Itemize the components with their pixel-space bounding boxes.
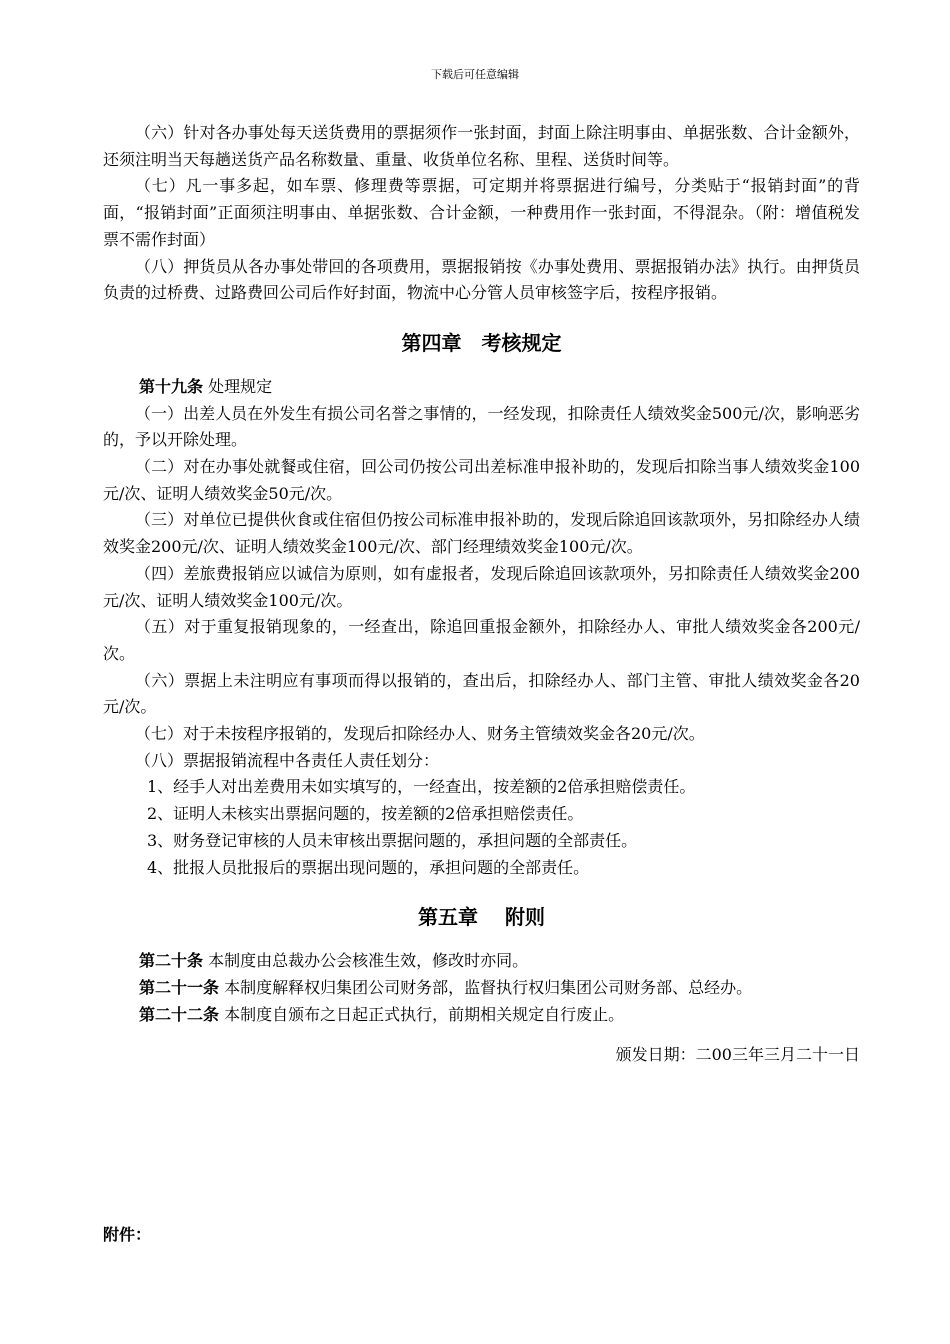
ch4-item-7: （七）对于未按程序报销的，发现后扣除经办人、财务主管绩效奖金各20元/次。 [135,724,705,744]
responsibility-item: 3、财务登记审核的人员未审核出票据问题的，承担问题的全部责任。 [147,830,638,850]
article-19-label: 第十九条 [139,376,204,396]
ch4-item-3: （三）对单位已提供伙食或住宿但仍按公司标准申报补助的，发现后除追回该款项外，另扣除经办人绩效奖金200元/次、证明人绩效奖金100元/次、部门经理绩效奖金100元/次。 [103,510,860,557]
article-19 [103,374,860,401]
article-20 [103,948,860,975]
paragraph-6: （六）针对各办事处每天送货费用的票据须作一张封面，封面上除注明事由、单据张数、合计金额外，还须注明当天每趟送货产品名称数量、重量、收货单位名称、里程、送货时间等。 [103,123,860,169]
ch4-item-4: （四）差旅费报销应以诚信为原则，如有虚报者，发现后除追回该款项外，另扣除责任人绩效奖金200元/次、证明人绩效奖金100元/次。 [103,563,860,610]
article-20-text: 本制度由总裁办公会核准生效，修改时亦同。 [203,951,529,971]
ch4-item-8: （八）票据报销流程中各责任人责任划分： [135,750,440,770]
responsibility-item: 1、经手人对出差费用未如实填写的，一经查出，按差额的2倍承担赔偿责任。 [147,777,696,797]
paragraph-8: （八）押货员从各办事处带回的各项费用，票据报销按《办事处费用、票据报销办法》执行。由押货员负责的过桥费、过路费回公司后作好封面，物流中心分管人员审核签字后，按程序报销。 [103,256,860,303]
document-body [103,120,860,1069]
chapter-4-title: 第四章 考核规定 [401,330,562,355]
responsibility-item: 2、证明人未核实出票据问题的，按差额的2倍承担赔偿责任。 [147,804,584,824]
chapter-5-title: 第五章 附则 [418,905,545,930]
article-21-label: 第二十一条 [139,977,220,997]
ch4-item-5: （五）对于重复报销现象的，一经查出，除追回重报金额外，扣除经办人、审批人绩效奖金各200元/次。 [103,617,860,663]
article-22-label: 第二十二条 [139,1004,220,1024]
article-21-text: 本制度解释权归集团公司财务部，监督执行权归集团公司财务部、总经办。 [219,977,753,997]
page-header: 下载后可任意编辑 [431,68,519,81]
paragraph-7: （七）凡一事多起，如车票、修理费等票据，可定期并将票据进行编号，分类贴于“报销封面”的背面，“报销封面”正面须注明事由、单据张数、合计金额，一种费用作一张封面，不得混杂。（附：增值税发票不需作封面） [103,176,860,249]
article-20-label: 第二十条 [139,951,204,971]
ch4-item-1: （一）出差人员在外发生有损公司名誉之事情的，一经发现，扣除责任人绩效奖金500元/次，影响恶劣的，予以开除处理。 [103,403,860,450]
issue-date: 颁发日期：二00三年三月二十一日 [615,1045,860,1065]
article-22 [103,1002,860,1029]
article-21 [103,975,860,1002]
attachment-label: 附件： [103,1225,152,1244]
responsibility-item: 4、批报人员批报后的票据出现问题的，承担问题的全部责任。 [147,857,590,877]
article-19-text: 处理规定 [203,376,273,396]
ch4-item-2: （二）对在办事处就餐或住宿，回公司仍按公司出差标准申报补助的，发现后扣除当事人绩效奖金100元/次、证明人绩效奖金50元/次。 [103,457,860,503]
ch4-item-6: （六）票据上未注明应有事项而得以报销的，查出后，扣除经办人、部门主管、审批人绩效奖金各20元/次。 [103,670,860,717]
article-22-text: 本制度自颁布之日起正式执行，前期相关规定自行废止。 [219,1004,625,1024]
